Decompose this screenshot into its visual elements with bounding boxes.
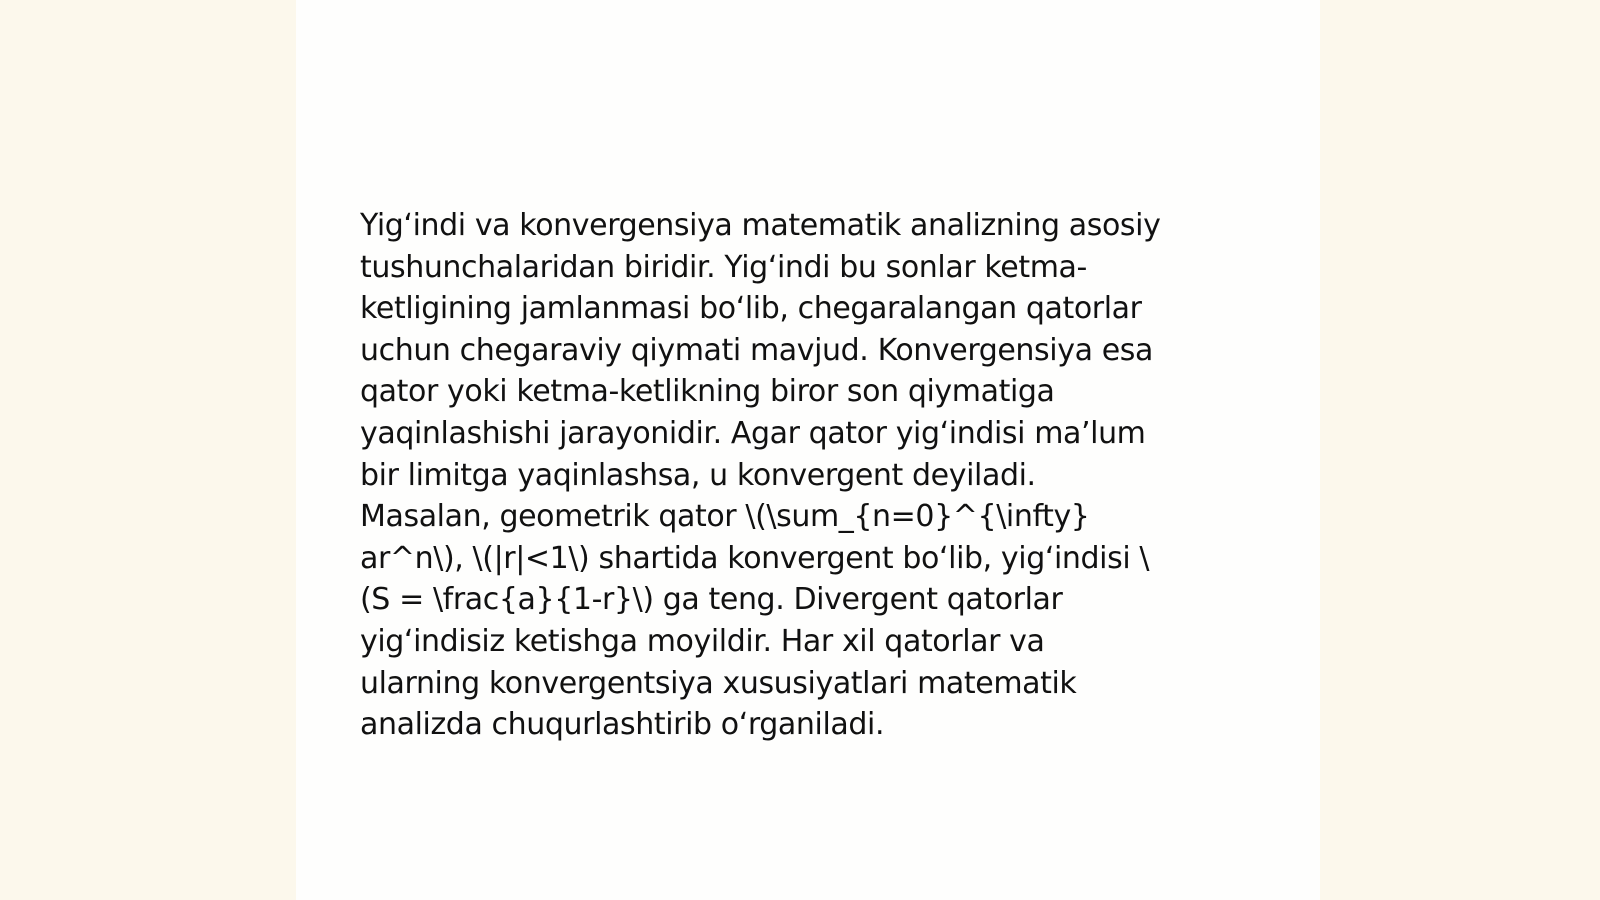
paragraph-line: ar^n\), \(|r|<1\) shartida konvergent bo‘lib, yig‘indisi \ [360,540,1150,576]
paragraph-line: yaqinlashishi jarayonidir. Agar qator yig‘indisi ma’lum [360,415,1146,451]
paragraph-line: analizda chuqurlashtirib o‘rganiladi. [360,707,885,743]
paragraph-line: (S = \frac{a}{1-r}\) ga teng. Divergent qatorlar [360,582,1063,618]
body-paragraph [360,205,1260,746]
document-page [296,0,1320,900]
paragraph-line: uchun chegaraviy qiymati mavjud. Konvergensiya esa [360,332,1153,368]
paragraph-line: qator yoki ketma-ketlikning biror son qiymatiga [360,374,1055,410]
paragraph-line: yig‘indisiz ketishga moyildir. Har xil qatorlar va [360,623,1045,659]
paragraph-line: bir limitga yaqinlashsa, u konvergent deyiladi. [360,457,1036,493]
paragraph-line: Masalan, geometrik qator \(\sum_{n=0}^{\infty} [360,499,1090,535]
paragraph-line: ularning konvergentsiya xususiyatlari matematik [360,665,1077,701]
paragraph-line: tushunchalaridan biridir. Yig‘indi bu sonlar ketma- [360,249,1087,285]
paragraph-line: ketligining jamlanmasi bo‘lib, chegaralangan qatorlar [360,291,1142,327]
paragraph-line: Yig‘indi va konvergensiya matematik analizning asosiy [360,208,1161,243]
